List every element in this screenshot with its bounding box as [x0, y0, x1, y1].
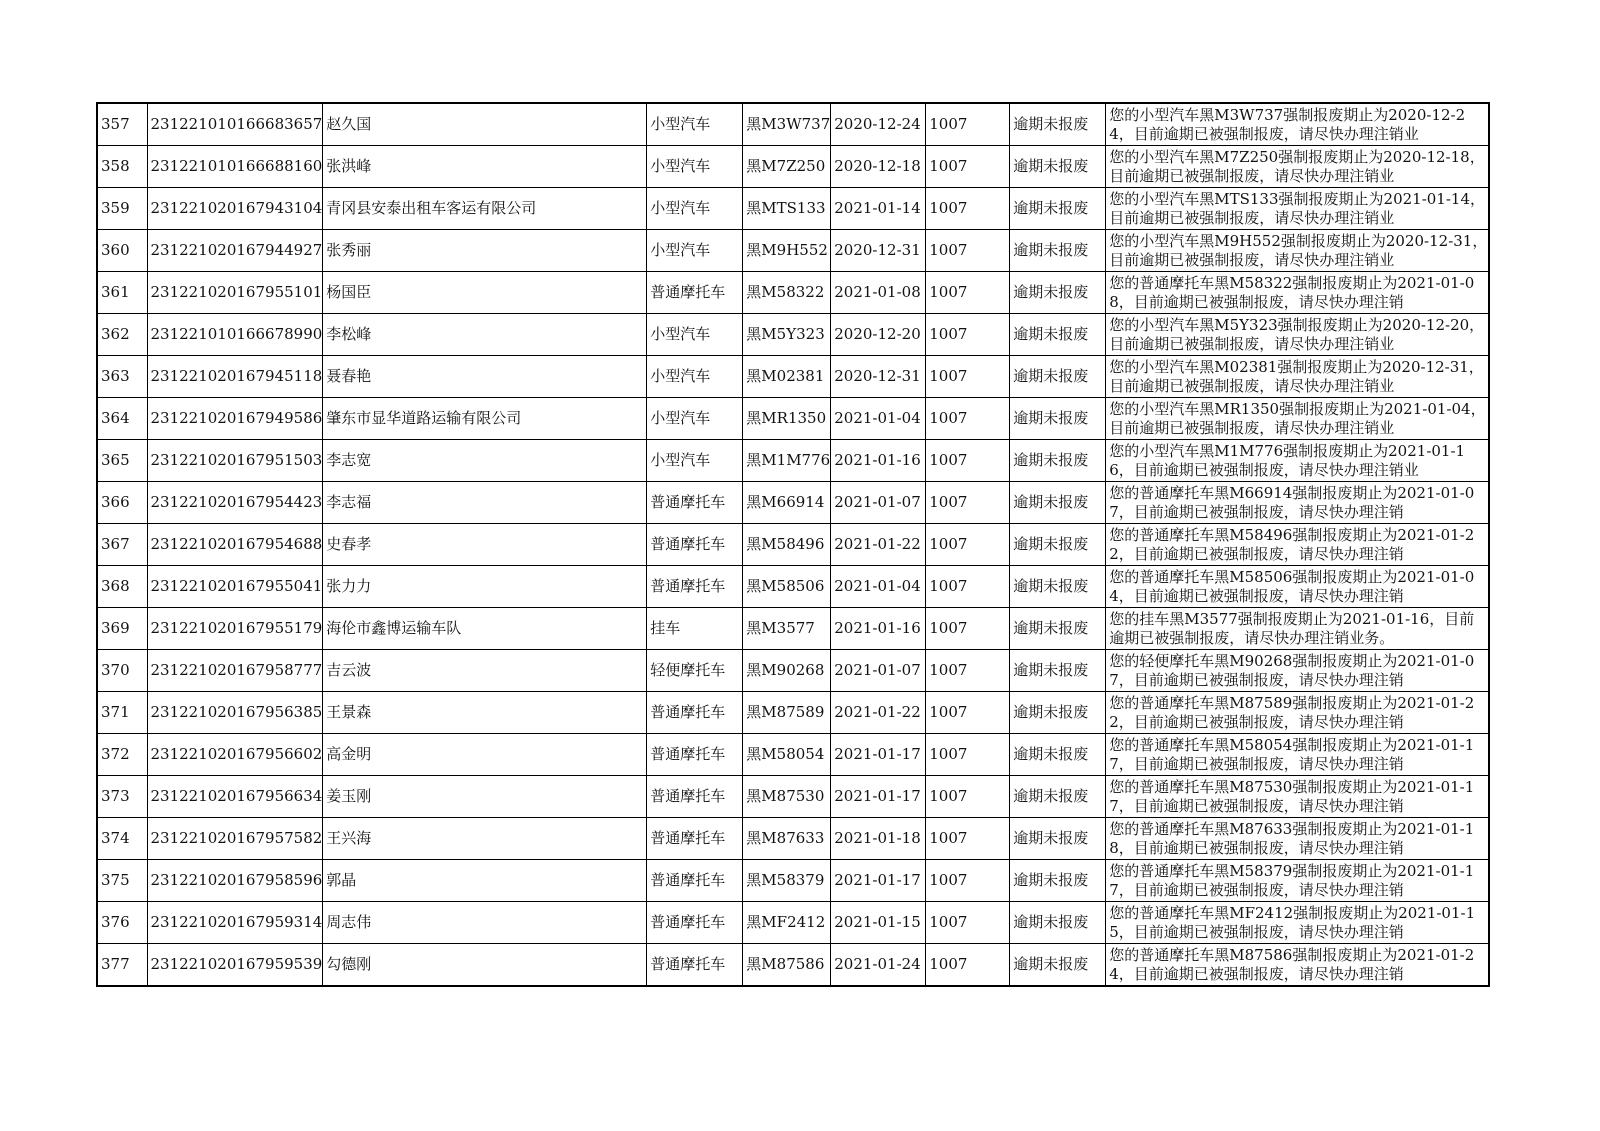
- scrap-date-cell: 2021-01-04: [831, 398, 926, 440]
- vehicle-type-cell: 普通摩托车: [647, 692, 743, 734]
- scrap-date-cell: 2021-01-18: [831, 818, 926, 860]
- notice-message-cell: 您的普通摩托车黑M87633强制报废期止为2021-01-18，目前逾期已被强制报废，请尽快办理注销: [1106, 818, 1489, 860]
- row-number-cell: 368: [97, 566, 147, 608]
- status-text-cell: 逾期未报废: [1010, 734, 1106, 776]
- plate-number-cell: 黑M66914: [743, 482, 831, 524]
- row-number-cell: 357: [97, 103, 147, 146]
- notice-message-cell: 您的普通摩托车黑M87530强制报废期止为2021-01-17，目前逾期已被强制报废，请尽快办理注销: [1106, 776, 1489, 818]
- row-number-cell: 363: [97, 356, 147, 398]
- record-id-cell: 231221020167951503: [147, 440, 323, 482]
- status-code-cell: 1007: [926, 608, 1010, 650]
- vehicle-type-cell: 普通摩托车: [647, 902, 743, 944]
- record-id-cell: 231221020167956385: [147, 692, 323, 734]
- owner-name-cell: 青冈县安泰出租车客运有限公司: [323, 188, 647, 230]
- vehicle-type-cell: 小型汽车: [647, 146, 743, 188]
- record-id-cell: 231221020167955179: [147, 608, 323, 650]
- notice-message-cell: 您的挂车黑M3577强制报废期止为2021-01-16，目前逾期已被强制报废，请尽快办理注销业务。: [1106, 608, 1489, 650]
- status-text-cell: 逾期未报废: [1010, 440, 1106, 482]
- status-code-cell: 1007: [926, 398, 1010, 440]
- row-number-cell: 373: [97, 776, 147, 818]
- owner-name-cell: 高金明: [323, 734, 647, 776]
- row-number-cell: 365: [97, 440, 147, 482]
- scrap-date-cell: 2021-01-24: [831, 944, 926, 987]
- status-text-cell: 逾期未报废: [1010, 524, 1106, 566]
- notice-message-cell: 您的轻便摩托车黑M90268强制报废期止为2021-01-07，目前逾期已被强制报废，请尽快办理注销: [1106, 650, 1489, 692]
- table-row: [97, 692, 1489, 734]
- scrap-date-cell: 2020-12-31: [831, 230, 926, 272]
- scrap-date-cell: 2021-01-22: [831, 692, 926, 734]
- row-number-cell: 360: [97, 230, 147, 272]
- owner-name-cell: 杨国臣: [323, 272, 647, 314]
- status-text-cell: 逾期未报废: [1010, 650, 1106, 692]
- row-number-cell: 369: [97, 608, 147, 650]
- record-id-cell: 231221020167957582: [147, 818, 323, 860]
- notice-message-cell: 您的普通摩托车黑M58322强制报废期止为2021-01-08，目前逾期已被强制报废，请尽快办理注销: [1106, 272, 1489, 314]
- status-text-cell: 逾期未报废: [1010, 566, 1106, 608]
- scrap-date-cell: 2021-01-22: [831, 524, 926, 566]
- status-text-cell: 逾期未报废: [1010, 608, 1106, 650]
- status-code-cell: 1007: [926, 146, 1010, 188]
- plate-number-cell: 黑M58322: [743, 272, 831, 314]
- status-text-cell: 逾期未报废: [1010, 230, 1106, 272]
- notice-message-cell: 您的普通摩托车黑M58054强制报废期止为2021-01-17，目前逾期已被强制报废，请尽快办理注销: [1106, 734, 1489, 776]
- table-row: [97, 482, 1489, 524]
- record-id-cell: 231221020167956634: [147, 776, 323, 818]
- vehicle-type-cell: 小型汽车: [647, 440, 743, 482]
- plate-number-cell: 黑M3W737: [743, 103, 831, 146]
- row-number-cell: 364: [97, 398, 147, 440]
- status-code-cell: 1007: [926, 524, 1010, 566]
- status-code-cell: 1007: [926, 944, 1010, 987]
- status-code-cell: 1007: [926, 356, 1010, 398]
- owner-name-cell: 张洪峰: [323, 146, 647, 188]
- plate-number-cell: 黑M1M776: [743, 440, 831, 482]
- owner-name-cell: 姜玉刚: [323, 776, 647, 818]
- table-row: [97, 524, 1489, 566]
- record-id-cell: 231221020167958596: [147, 860, 323, 902]
- record-id-cell: 231221020167944927: [147, 230, 323, 272]
- vehicle-type-cell: 普通摩托车: [647, 566, 743, 608]
- owner-name-cell: 聂春艳: [323, 356, 647, 398]
- record-id-cell: 231221010166688160: [147, 146, 323, 188]
- notice-message-cell: 您的小型汽车黑M02381强制报废期止为2020-12-31，目前逾期已被强制报废，请尽快办理注销业: [1106, 356, 1489, 398]
- table-row: [97, 608, 1489, 650]
- plate-number-cell: 黑M87586: [743, 944, 831, 987]
- table-row: [97, 860, 1489, 902]
- scrap-date-cell: 2021-01-07: [831, 650, 926, 692]
- owner-name-cell: 赵久国: [323, 103, 647, 146]
- record-id-cell: 231221020167954688: [147, 524, 323, 566]
- vehicle-type-cell: 挂车: [647, 608, 743, 650]
- status-code-cell: 1007: [926, 566, 1010, 608]
- status-text-cell: 逾期未报废: [1010, 398, 1106, 440]
- notice-message-cell: 您的普通摩托车黑M58506强制报废期止为2021-01-04，目前逾期已被强制报废，请尽快办理注销: [1106, 566, 1489, 608]
- status-text-cell: 逾期未报废: [1010, 944, 1106, 987]
- record-id-cell: 231221020167949586: [147, 398, 323, 440]
- record-id-cell: 231221010166683657: [147, 103, 323, 146]
- table-row: [97, 566, 1489, 608]
- notice-message-cell: 您的小型汽车黑M9H552强制报废期止为2020-12-31，目前逾期已被强制报废，请尽快办理注销业: [1106, 230, 1489, 272]
- row-number-cell: 376: [97, 902, 147, 944]
- vehicle-type-cell: 小型汽车: [647, 314, 743, 356]
- status-code-cell: 1007: [926, 440, 1010, 482]
- table-row: [97, 776, 1489, 818]
- vehicle-type-cell: 普通摩托车: [647, 524, 743, 566]
- table-row: [97, 902, 1489, 944]
- status-text-cell: 逾期未报废: [1010, 692, 1106, 734]
- table-row: [97, 944, 1489, 987]
- row-number-cell: 377: [97, 944, 147, 987]
- vehicle-type-cell: 轻便摩托车: [647, 650, 743, 692]
- vehicle-type-cell: 普通摩托车: [647, 818, 743, 860]
- plate-number-cell: 黑M87530: [743, 776, 831, 818]
- row-number-cell: 359: [97, 188, 147, 230]
- record-id-cell: 231221020167955101: [147, 272, 323, 314]
- vehicle-scrap-table: [96, 102, 1490, 987]
- owner-name-cell: 王兴海: [323, 818, 647, 860]
- owner-name-cell: 周志伟: [323, 902, 647, 944]
- status-text-cell: 逾期未报废: [1010, 314, 1106, 356]
- plate-number-cell: 黑M9H552: [743, 230, 831, 272]
- owner-name-cell: 王景森: [323, 692, 647, 734]
- status-text-cell: 逾期未报废: [1010, 103, 1106, 146]
- owner-name-cell: 吉云波: [323, 650, 647, 692]
- owner-name-cell: 史春孝: [323, 524, 647, 566]
- status-text-cell: 逾期未报废: [1010, 146, 1106, 188]
- record-id-cell: 231221020167955041: [147, 566, 323, 608]
- record-id-cell: 231221020167945118: [147, 356, 323, 398]
- status-code-cell: 1007: [926, 734, 1010, 776]
- status-text-cell: 逾期未报废: [1010, 188, 1106, 230]
- status-code-cell: 1007: [926, 272, 1010, 314]
- row-number-cell: 366: [97, 482, 147, 524]
- plate-number-cell: 黑MR1350: [743, 398, 831, 440]
- table-row: [97, 103, 1489, 146]
- row-number-cell: 374: [97, 818, 147, 860]
- owner-name-cell: 张力力: [323, 566, 647, 608]
- scrap-date-cell: 2020-12-18: [831, 146, 926, 188]
- vehicle-type-cell: 普通摩托车: [647, 734, 743, 776]
- status-text-cell: 逾期未报废: [1010, 776, 1106, 818]
- row-number-cell: 367: [97, 524, 147, 566]
- scrap-date-cell: 2020-12-31: [831, 356, 926, 398]
- record-id-cell: 231221020167954423: [147, 482, 323, 524]
- plate-number-cell: 黑MTS133: [743, 188, 831, 230]
- table-body: [97, 103, 1489, 986]
- vehicle-type-cell: 小型汽车: [647, 188, 743, 230]
- scrap-date-cell: 2020-12-24: [831, 103, 926, 146]
- scrap-date-cell: 2021-01-16: [831, 440, 926, 482]
- table-row: [97, 734, 1489, 776]
- record-id-cell: 231221010166678990: [147, 314, 323, 356]
- plate-number-cell: 黑M7Z250: [743, 146, 831, 188]
- scrap-date-cell: 2021-01-16: [831, 608, 926, 650]
- plate-number-cell: 黑M02381: [743, 356, 831, 398]
- record-id-cell: 231221020167956602: [147, 734, 323, 776]
- table-row: [97, 188, 1489, 230]
- owner-name-cell: 李志宽: [323, 440, 647, 482]
- scrap-date-cell: 2021-01-08: [831, 272, 926, 314]
- owner-name-cell: 肇东市显华道路运输有限公司: [323, 398, 647, 440]
- vehicle-type-cell: 小型汽车: [647, 230, 743, 272]
- status-code-cell: 1007: [926, 188, 1010, 230]
- vehicle-type-cell: 普通摩托车: [647, 860, 743, 902]
- row-number-cell: 361: [97, 272, 147, 314]
- scrap-date-cell: 2021-01-14: [831, 188, 926, 230]
- status-code-cell: 1007: [926, 902, 1010, 944]
- table-row: [97, 314, 1489, 356]
- table-row: [97, 650, 1489, 692]
- scrap-date-cell: 2021-01-17: [831, 776, 926, 818]
- notice-message-cell: 您的小型汽车黑MR1350强制报废期止为2021-01-04，目前逾期已被强制报废，请尽快办理注销业: [1106, 398, 1489, 440]
- record-id-cell: 231221020167943104: [147, 188, 323, 230]
- plate-number-cell: 黑M87589: [743, 692, 831, 734]
- table-row: [97, 356, 1489, 398]
- vehicle-type-cell: 普通摩托车: [647, 776, 743, 818]
- row-number-cell: 372: [97, 734, 147, 776]
- notice-message-cell: 您的普通摩托车黑M58379强制报废期止为2021-01-17，目前逾期已被强制报废，请尽快办理注销: [1106, 860, 1489, 902]
- status-code-cell: 1007: [926, 860, 1010, 902]
- notice-message-cell: 您的小型汽车黑M5Y323强制报废期止为2020-12-20，目前逾期已被强制报废，请尽快办理注销业: [1106, 314, 1489, 356]
- scrap-date-cell: 2021-01-07: [831, 482, 926, 524]
- status-code-cell: 1007: [926, 230, 1010, 272]
- plate-number-cell: 黑MF2412: [743, 902, 831, 944]
- row-number-cell: 375: [97, 860, 147, 902]
- notice-message-cell: 您的普通摩托车黑M58496强制报废期止为2021-01-22，目前逾期已被强制报废，请尽快办理注销: [1106, 524, 1489, 566]
- scrap-date-cell: 2021-01-15: [831, 902, 926, 944]
- table-row: [97, 272, 1489, 314]
- notice-message-cell: 您的普通摩托车黑MF2412强制报废期止为2021-01-15，目前逾期已被强制报废，请尽快办理注销: [1106, 902, 1489, 944]
- table-row: [97, 230, 1489, 272]
- scrap-date-cell: 2020-12-20: [831, 314, 926, 356]
- table-row: [97, 818, 1489, 860]
- plate-number-cell: 黑M58379: [743, 860, 831, 902]
- status-code-cell: 1007: [926, 776, 1010, 818]
- notice-message-cell: 您的小型汽车黑M3W737强制报废期止为2020-12-24，目前逾期已被强制报废，请尽快办理注销业: [1106, 103, 1489, 146]
- record-id-cell: 231221020167959314: [147, 902, 323, 944]
- row-number-cell: 370: [97, 650, 147, 692]
- status-text-cell: 逾期未报废: [1010, 818, 1106, 860]
- plate-number-cell: 黑M58054: [743, 734, 831, 776]
- vehicle-type-cell: 普通摩托车: [647, 272, 743, 314]
- plate-number-cell: 黑M3577: [743, 608, 831, 650]
- table-row: [97, 146, 1489, 188]
- status-code-cell: 1007: [926, 650, 1010, 692]
- table-row: [97, 440, 1489, 482]
- status-text-cell: 逾期未报废: [1010, 272, 1106, 314]
- table-row: [97, 398, 1489, 440]
- vehicle-type-cell: 小型汽车: [647, 103, 743, 146]
- status-code-cell: 1007: [926, 314, 1010, 356]
- record-id-cell: 231221020167959539: [147, 944, 323, 987]
- notice-message-cell: 您的小型汽车黑M7Z250强制报废期止为2020-12-18，目前逾期已被强制报废，请尽快办理注销业: [1106, 146, 1489, 188]
- status-text-cell: 逾期未报废: [1010, 860, 1106, 902]
- notice-message-cell: 您的小型汽车黑M1M776强制报废期止为2021-01-16，目前逾期已被强制报废，请尽快办理注销业: [1106, 440, 1489, 482]
- owner-name-cell: 李志福: [323, 482, 647, 524]
- notice-message-cell: 您的普通摩托车黑M87589强制报废期止为2021-01-22，目前逾期已被强制报废，请尽快办理注销: [1106, 692, 1489, 734]
- status-code-cell: 1007: [926, 818, 1010, 860]
- status-text-cell: 逾期未报废: [1010, 482, 1106, 524]
- scrap-date-cell: 2021-01-17: [831, 734, 926, 776]
- vehicle-type-cell: 小型汽车: [647, 356, 743, 398]
- owner-name-cell: 郭晶: [323, 860, 647, 902]
- status-code-cell: 1007: [926, 482, 1010, 524]
- owner-name-cell: 李松峰: [323, 314, 647, 356]
- owner-name-cell: 勾德刚: [323, 944, 647, 987]
- record-id-cell: 231221020167958777: [147, 650, 323, 692]
- vehicle-type-cell: 普通摩托车: [647, 482, 743, 524]
- status-code-cell: 1007: [926, 103, 1010, 146]
- scrap-date-cell: 2021-01-17: [831, 860, 926, 902]
- status-text-cell: 逾期未报废: [1010, 902, 1106, 944]
- scrap-date-cell: 2021-01-04: [831, 566, 926, 608]
- status-text-cell: 逾期未报废: [1010, 356, 1106, 398]
- plate-number-cell: 黑M58506: [743, 566, 831, 608]
- plate-number-cell: 黑M90268: [743, 650, 831, 692]
- plate-number-cell: 黑M5Y323: [743, 314, 831, 356]
- row-number-cell: 358: [97, 146, 147, 188]
- notice-message-cell: 您的小型汽车黑MTS133强制报废期止为2021-01-14，目前逾期已被强制报废，请尽快办理注销业: [1106, 188, 1489, 230]
- vehicle-type-cell: 小型汽车: [647, 398, 743, 440]
- notice-message-cell: 您的普通摩托车黑M87586强制报废期止为2021-01-24，目前逾期已被强制报废，请尽快办理注销: [1106, 944, 1489, 987]
- plate-number-cell: 黑M58496: [743, 524, 831, 566]
- plate-number-cell: 黑M87633: [743, 818, 831, 860]
- row-number-cell: 362: [97, 314, 147, 356]
- notice-message-cell: 您的普通摩托车黑M66914强制报废期止为2021-01-07，目前逾期已被强制报废，请尽快办理注销: [1106, 482, 1489, 524]
- vehicle-type-cell: 普通摩托车: [647, 944, 743, 987]
- status-code-cell: 1007: [926, 692, 1010, 734]
- owner-name-cell: 海伦市鑫博运输车队: [323, 608, 647, 650]
- owner-name-cell: 张秀丽: [323, 230, 647, 272]
- row-number-cell: 371: [97, 692, 147, 734]
